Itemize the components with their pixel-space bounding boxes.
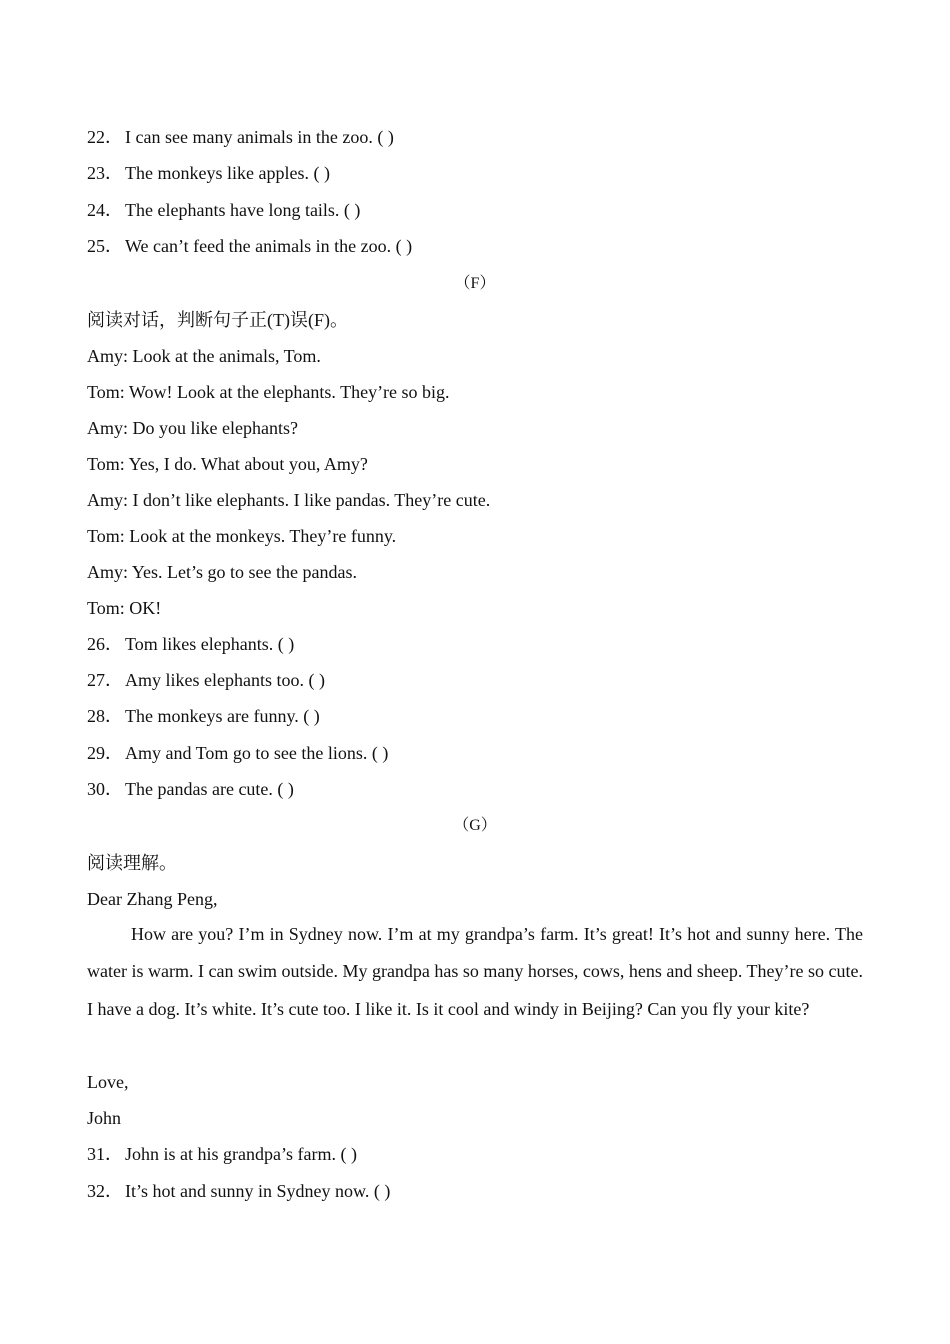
letter-closing: Love, — [87, 1072, 129, 1092]
question-number: 28． — [87, 706, 123, 726]
letter-greeting: Dear Zhang Peng, — [87, 889, 218, 909]
section-f-label: （F） — [454, 275, 496, 292]
question-text: I can see many animals in the zoo. ( ) — [125, 127, 394, 147]
question-32 — [87, 1180, 390, 1202]
dialogue-line: Amy: I don’t like elephants. I like pandas. They’re cute. — [87, 490, 491, 510]
question-number: 30． — [87, 779, 123, 799]
question-text: The elephants have long tails. ( ) — [125, 200, 361, 220]
question-number: 27． — [87, 670, 123, 690]
dialogue-line: Tom: Wow! Look at the elephants. They’re so big. — [87, 382, 450, 402]
question-number: 26． — [87, 634, 123, 654]
question-number: 29． — [87, 743, 123, 763]
question-text: Amy likes elephants too. ( ) — [125, 670, 325, 690]
section-g-instruction: 阅读理解。 — [87, 853, 177, 873]
section-f-instruction: 阅读对话，判断句子正(T)误(F)。 — [87, 310, 348, 330]
question-22 — [87, 126, 394, 148]
question-text: The pandas are cute. ( ) — [125, 779, 294, 799]
question-number: 32． — [87, 1181, 123, 1201]
question-text: Amy and Tom go to see the lions. ( ) — [125, 743, 389, 763]
question-text: It’s hot and sunny in Sydney now. ( ) — [125, 1181, 391, 1201]
question-31 — [87, 1143, 357, 1165]
section-g-label: （G） — [453, 817, 497, 834]
question-30 — [87, 778, 294, 800]
letter-signature: John — [87, 1108, 122, 1128]
question-text: The monkeys are funny. ( ) — [125, 706, 320, 726]
question-26 — [87, 633, 294, 655]
question-number: 31． — [87, 1144, 123, 1164]
dialogue-line: Tom: OK! — [87, 598, 162, 618]
dialogue-line: Amy: Do you like elephants? — [87, 418, 298, 438]
question-text: The monkeys like apples. ( ) — [125, 163, 330, 183]
dialogue-line: Tom: Yes, I do. What about you, Amy? — [87, 454, 368, 474]
question-number: 25． — [87, 236, 123, 256]
dialogue-line: Tom: Look at the monkeys. They’re funny. — [87, 526, 397, 546]
question-27 — [87, 669, 325, 691]
question-24 — [87, 199, 360, 221]
question-28 — [87, 705, 320, 727]
question-number: 22． — [87, 127, 123, 147]
question-number: 24． — [87, 200, 123, 220]
question-23 — [87, 162, 330, 184]
question-text: John is at his grandpa’s farm. ( ) — [125, 1144, 357, 1164]
question-text: We can’t feed the animals in the zoo. ( ) — [125, 236, 413, 256]
dialogue-line: Amy: Yes. Let’s go to see the pandas. — [87, 562, 357, 582]
letter-body: How are you? I’m in Sydney now. I’m at my grandpa’s farm. It’s great! It’s hot and sunny here. The water is warm. I can swim outside. My grandpa has so many horses, cows, hens and sheep. They’re so cute. I have a dog. It’s white. It’s cute too. I like it. Is it cool and windy in Beijing? Can you fly your kite? — [87, 924, 863, 1019]
dialogue-line: Amy: Look at the animals, Tom. — [87, 346, 321, 366]
question-25 — [87, 235, 412, 257]
question-number: 23． — [87, 163, 123, 183]
question-29 — [87, 742, 388, 764]
question-text: Tom likes elephants. ( ) — [125, 634, 295, 654]
